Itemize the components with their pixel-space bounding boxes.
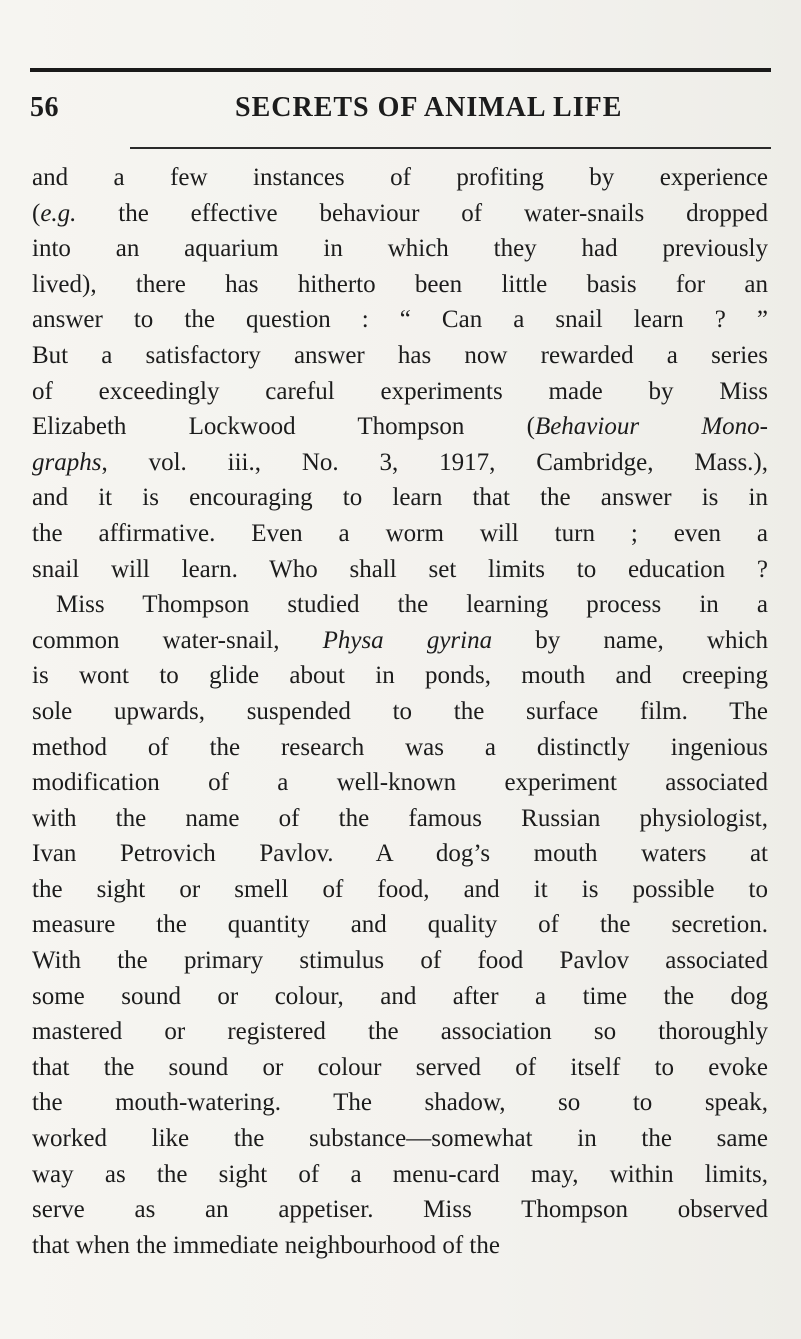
text-line: worked like the substance—somewhat in the same	[32, 1125, 768, 1153]
text-line: is wont to glide about in ponds, mouth and creeping	[32, 662, 768, 690]
text-line: answer to the question : “ Can a snail learn ? ”	[32, 306, 768, 334]
text-line: common water-snail, Physa gyrina by name, which	[32, 626, 768, 654]
text-line: with the name of the famous Russian physiologist,	[32, 804, 768, 832]
text-line: some sound or colour, and after a time the dog	[32, 982, 768, 1010]
body-text	[32, 160, 768, 1263]
text-line: into an aquarium in which they had previously	[32, 235, 768, 263]
text-line: measure the quantity and quality of the secretion.	[32, 911, 768, 939]
text-line: that when the immediate neighbourhood of the	[32, 1231, 500, 1259]
text-line: (e.g. the effective behaviour of water-snails dropped	[32, 199, 768, 227]
text-line: graphs, vol. iii., No. 3, 1917, Cambridge, Mass.),	[32, 448, 768, 476]
text-line: Elizabeth Lockwood Thompson (Behaviour Mono-	[32, 413, 768, 441]
running-head: SECRETS OF ANIMAL LIFE	[235, 92, 623, 123]
page-header	[30, 92, 771, 132]
text-line: and it is encouraging to learn that the answer is in	[32, 484, 768, 512]
text-line: But a satisfactory answer has now rewarded a series	[32, 341, 768, 369]
text-line: mastered or registered the association so thoroughly	[32, 1018, 768, 1046]
text-line: the sight or smell of food, and it is possible to	[32, 875, 768, 903]
header-top-rule	[30, 68, 771, 72]
text-line: the mouth-watering. The shadow, so to speak,	[32, 1089, 768, 1117]
text-line: With the primary stimulus of food Pavlov associated	[32, 947, 768, 975]
text-line: way as the sight of a menu-card may, within limits,	[32, 1160, 768, 1188]
text-line: snail will learn. Who shall set limits to education ?	[32, 555, 768, 583]
text-line: serve as an appetiser. Miss Thompson observed	[32, 1196, 768, 1224]
text-line: lived), there has hitherto been little basis for an	[32, 270, 768, 298]
italic-text: Physa gyrina	[322, 626, 493, 654]
italic-text: graphs	[32, 448, 102, 476]
page-number: 56	[30, 92, 59, 123]
header-bottom-rule	[130, 147, 771, 149]
text-line: sole upwards, suspended to the surface film. The	[32, 697, 768, 725]
text-line: method of the research was a distinctly ingenious	[32, 733, 768, 761]
text-line: Miss Thompson studied the learning process in a	[56, 591, 768, 619]
italic-text: e.g.	[40, 199, 77, 227]
text-line: the affirmative. Even a worm will turn ; even a	[32, 519, 768, 547]
text-line: that the sound or colour served of itself to evoke	[32, 1053, 768, 1081]
text-line: Ivan Petrovich Pavlov. A dog’s mouth waters at	[32, 840, 768, 868]
italic-text: Behaviour Mono-	[534, 413, 768, 441]
text-line: modification of a well-known experiment associated	[32, 769, 768, 797]
text-line: of exceedingly careful experiments made by Miss	[32, 377, 768, 405]
text-line: and a few instances of profiting by experience	[32, 164, 768, 191]
